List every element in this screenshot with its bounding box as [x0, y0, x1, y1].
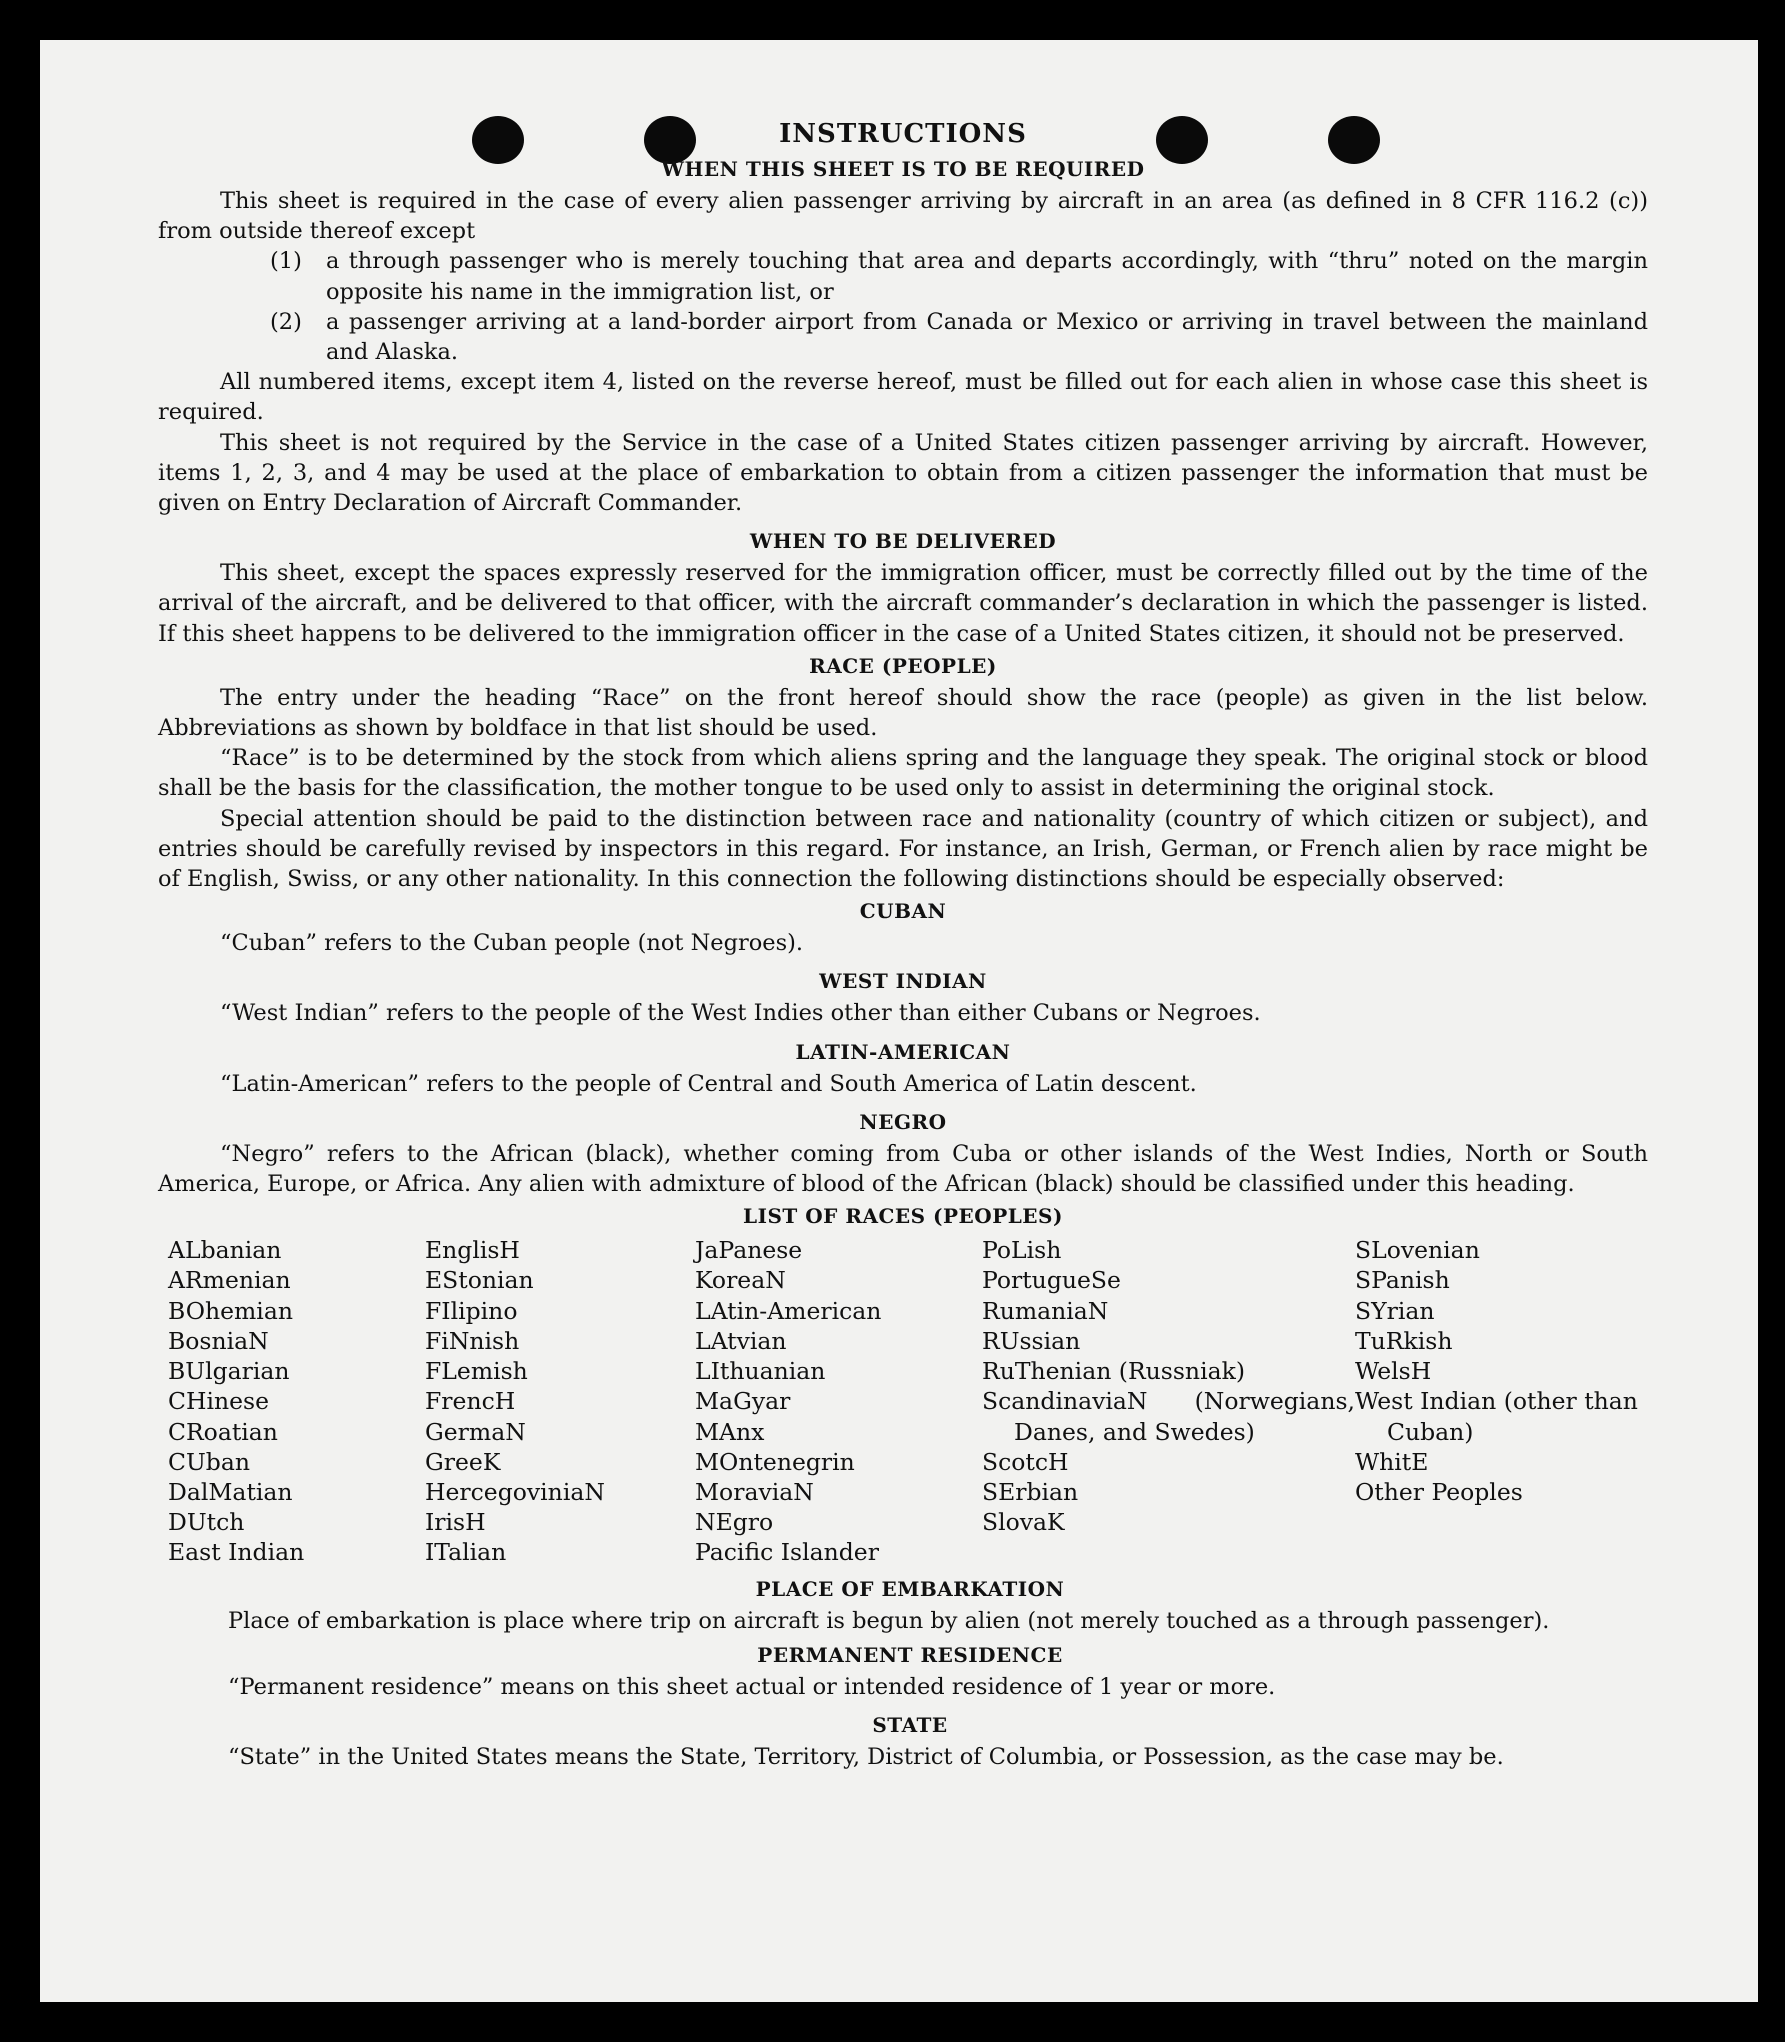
- paragraph: “Race” is to be determined by the stock from which aliens spring and the language they speak. The original stock or blood shall be the basis for the classification, the mother tongue to be used only to assist in determining the original stock.: [158, 745, 1648, 802]
- races-column: [168, 1235, 425, 1567]
- paragraph: “Permanent residence” means on this sheet actual or intended residence of 1 year or more.: [228, 1673, 1276, 1700]
- lower-sections: [158, 1574, 1648, 1773]
- paragraph: Special attention should be paid to the distinction between race and nationality (country of which citizen or subject), and entries should be carefully revised by inspectors in this regard. For instance, an Irish, German, or French alien by race might be of English, Swiss, or any other nationality. In this connection the following distinctions should be especially observed:: [158, 805, 1648, 893]
- section-heading: WHEN TO BE DELIVERED: [749, 529, 1057, 554]
- race-item: WhitE: [1355, 1447, 1429, 1476]
- section-heading: LIST OF RACES (PEOPLES): [743, 1204, 1063, 1229]
- list-item: [270, 307, 1648, 367]
- race-item: SErbian: [982, 1477, 1079, 1506]
- race-item: CRoatian: [168, 1417, 278, 1446]
- section-heading: CUBAN: [859, 899, 947, 924]
- race-item: ScotcH: [982, 1447, 1069, 1476]
- paragraph: The entry under the heading “Race” on the front hereof should show the race (people) as given in the list below. Abbreviations as shown by boldface in that list should be used.: [158, 684, 1648, 742]
- race-item: BosniaN: [168, 1326, 269, 1355]
- races-column: [695, 1235, 982, 1567]
- section-heading: RACE (PEOPLE): [809, 653, 997, 678]
- race-item: EnglisH: [425, 1236, 520, 1265]
- document-page: [40, 40, 1758, 2002]
- race-item: Other Peoples: [1355, 1477, 1523, 1506]
- paragraph: This sheet, except the spaces expressly reserved for the immigration officer, must be correctly filled out by the time of the arrival of the aircraft, and be delivered to that officer, with the aircraft commander’s declaration in which the passenger is listed. If this sheet happens to be delivered to the immigration officer in the case of a United States citizen, it should not be preserved.: [158, 560, 1648, 647]
- paragraph: “Cuban” refers to the Cuban people (not Negroes).: [220, 930, 804, 957]
- race-item: BUlgarian: [168, 1357, 290, 1386]
- race-item: ALbanian: [168, 1236, 282, 1265]
- race-item: FrencH: [425, 1387, 516, 1416]
- race-item: CUban: [168, 1447, 250, 1476]
- race-item: ScandinaviaN (Norwegians, Danes, and Swedes): [982, 1387, 1355, 1446]
- item-text: a passenger arriving at a land-border airport from Canada or Mexico or arriving in travel between the mainland and Alaska.: [326, 308, 1648, 366]
- race-item: PortugueSe: [982, 1266, 1121, 1295]
- race-item: FLemish: [425, 1357, 528, 1386]
- race-item: RumaniaN: [982, 1296, 1109, 1325]
- races-column: [982, 1235, 1355, 1567]
- race-item: PoLish: [982, 1236, 1062, 1265]
- race-item: Pacific Islander: [695, 1538, 879, 1567]
- race-item: DUtch: [168, 1508, 245, 1537]
- section-heading: PERMANENT RESIDENCE: [757, 1642, 1063, 1667]
- race-item: JaPanese: [695, 1236, 803, 1265]
- race-item: HercegoviniaN: [425, 1477, 605, 1506]
- paragraph: All numbered items, except item 4, listed on the reverse hereof, must be filled out for each alien in whose case this sheet is required.: [158, 369, 1648, 426]
- races-list: [158, 1235, 1648, 1567]
- paragraph: “Negro” refers to the African (black), whether coming from Cuba or other islands of the West Indies, North or South America, Europe, or Africa. Any alien with admixture of blood of the African (black) should be classified under this heading.: [158, 1140, 1648, 1198]
- race-item: GreeK: [425, 1447, 501, 1476]
- race-item: SlovaK: [982, 1508, 1065, 1537]
- race-item: MaGyar: [695, 1387, 791, 1416]
- race-item: EStonian: [425, 1266, 534, 1295]
- race-item: BOhemian: [168, 1296, 293, 1325]
- paragraph: This sheet is not required by the Service in the case of a United States citizen passenger arriving by aircraft. However, items 1, 2, 3, and 4 may be used at the place of embarkation to obtain from a citizen passenger the information that must be given on Entry Declaration of Aircraft Commander.: [158, 429, 1648, 517]
- race-item: LIthuanian: [695, 1357, 826, 1386]
- paragraph: This sheet is required in the case of every alien passenger arriving by aircraft in an area (as defined in 8 CFR 116.2 (c)) from outside thereof except: [158, 188, 1648, 245]
- item-number: (2): [270, 308, 302, 335]
- race-item: FIlipino: [425, 1296, 518, 1325]
- page-title: INSTRUCTIONS: [779, 119, 1027, 149]
- race-item: MOntenegrin: [695, 1447, 855, 1476]
- paragraph: “State” in the United States means the State, Territory, District of Columbia, or Possession, as the case may be.: [228, 1743, 1504, 1770]
- race-item: LAtvian: [695, 1326, 787, 1355]
- section-heading: WEST INDIAN: [819, 969, 987, 994]
- race-item: West Indian (other than Cuban): [1355, 1387, 1638, 1446]
- race-item: SLovenian: [1355, 1236, 1480, 1265]
- paragraph: “West Indian” refers to the people of the West Indies other than either Cubans or Negroes.: [220, 1000, 1261, 1027]
- race-item: WelsH: [1355, 1357, 1432, 1386]
- race-item: GermaN: [425, 1417, 526, 1446]
- race-item: TuRkish: [1355, 1326, 1453, 1355]
- section-heading: PLACE OF EMBARKATION: [755, 1576, 1065, 1601]
- race-item: East Indian: [168, 1538, 305, 1567]
- instructions-content: [158, 116, 1648, 1772]
- list-item: [270, 246, 1648, 306]
- race-item: ARmenian: [168, 1266, 291, 1295]
- section-heading: WHEN THIS SHEET IS TO BE REQUIRED: [661, 157, 1145, 181]
- race-item: ITalian: [425, 1538, 507, 1567]
- race-item: CHinese: [168, 1387, 269, 1416]
- race-item: NEgro: [695, 1508, 774, 1537]
- race-item: SPanish: [1355, 1266, 1450, 1295]
- race-item: MoraviaN: [695, 1477, 814, 1506]
- section-heading: STATE: [872, 1712, 948, 1737]
- item-text: a through passenger who is merely touching that area and departs accordingly, with “thru” noted on the margin opposite his name in the immigration list, or: [326, 248, 1648, 305]
- section-heading: NEGRO: [859, 1109, 947, 1134]
- race-item: IrisH: [425, 1508, 486, 1537]
- races-column: [425, 1235, 695, 1567]
- item-number: (1): [270, 248, 302, 275]
- race-item: LAtin-American: [695, 1296, 882, 1325]
- race-item: RuThenian (Russniak): [982, 1357, 1245, 1386]
- paragraph: “Latin-American” refers to the people of Central and South America of Latin descent.: [220, 1070, 1197, 1097]
- race-item: KoreaN: [695, 1266, 786, 1295]
- section-heading: LATIN-AMERICAN: [795, 1039, 1011, 1064]
- races-column: [1355, 1235, 1648, 1567]
- race-item: DalMatian: [168, 1477, 293, 1506]
- race-item: MAnx: [695, 1417, 765, 1446]
- paragraph: Place of embarkation is place where trip on aircraft is begun by alien (not merely touched as a through passenger).: [228, 1607, 1550, 1634]
- race-item: RUssian: [982, 1326, 1081, 1355]
- race-item: FiNnish: [425, 1326, 520, 1355]
- race-item: SYrian: [1355, 1296, 1435, 1325]
